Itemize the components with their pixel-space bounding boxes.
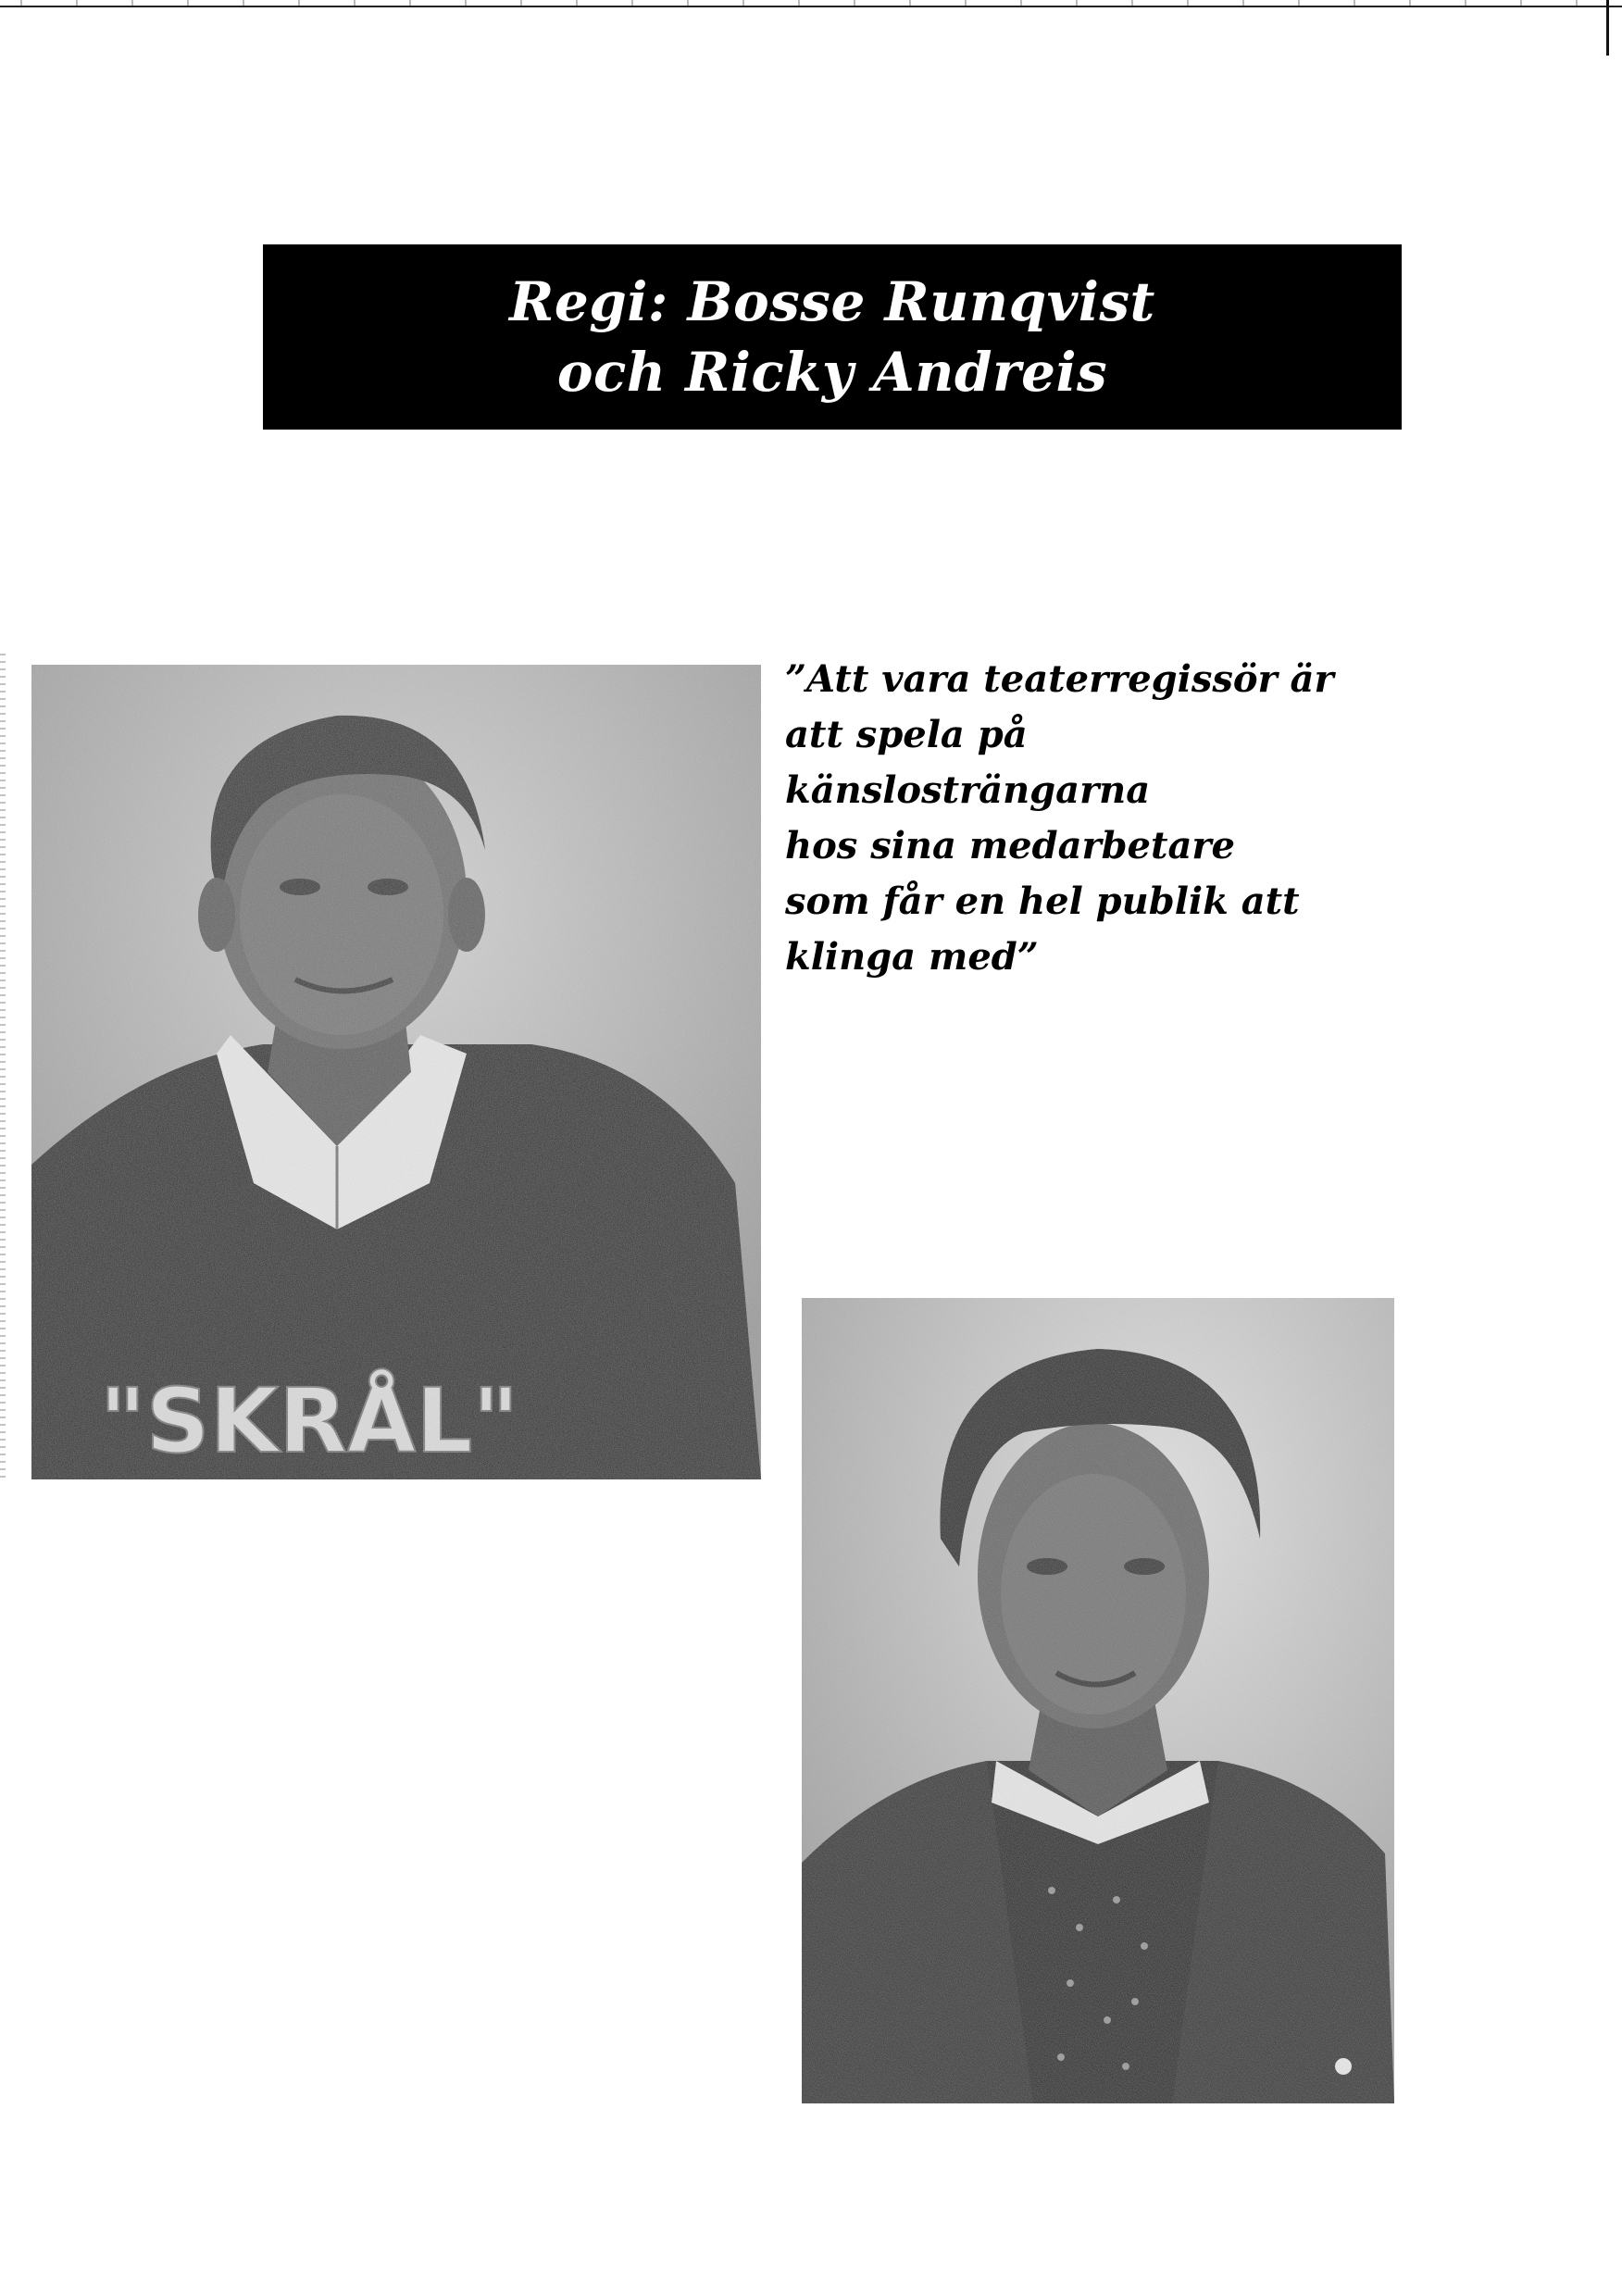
portrait-photo-ricky-image	[802, 1298, 1394, 2103]
portrait-photo-bosse	[31, 665, 761, 1479]
portrait-photo-bosse-image	[31, 665, 761, 1479]
scan-top-edge	[0, 0, 1622, 7]
quote-line-5: som får en hel publik att	[785, 880, 1300, 923]
scan-right-edge	[1606, 0, 1609, 56]
title-banner	[263, 244, 1402, 430]
title-line-2: och Ricky Andreis	[556, 341, 1108, 404]
quote-line-4: hos sina medarbetare	[785, 824, 1235, 867]
quote-line-2: att spela på	[785, 713, 1028, 756]
quote-line-3: känslosträngarna	[785, 768, 1151, 812]
quote-line-1: ”Att vara teaterregissör är	[785, 657, 1334, 701]
sweater-lettering: "SKRÅL"	[99, 1369, 519, 1473]
title-line-1: Regi: Bosse Runqvist	[509, 270, 1155, 333]
quote-line-6: klinga med”	[785, 935, 1039, 979]
portrait-photo-ricky	[802, 1298, 1394, 2103]
scan-left-edge	[0, 648, 6, 1481]
director-quote	[785, 652, 1415, 985]
